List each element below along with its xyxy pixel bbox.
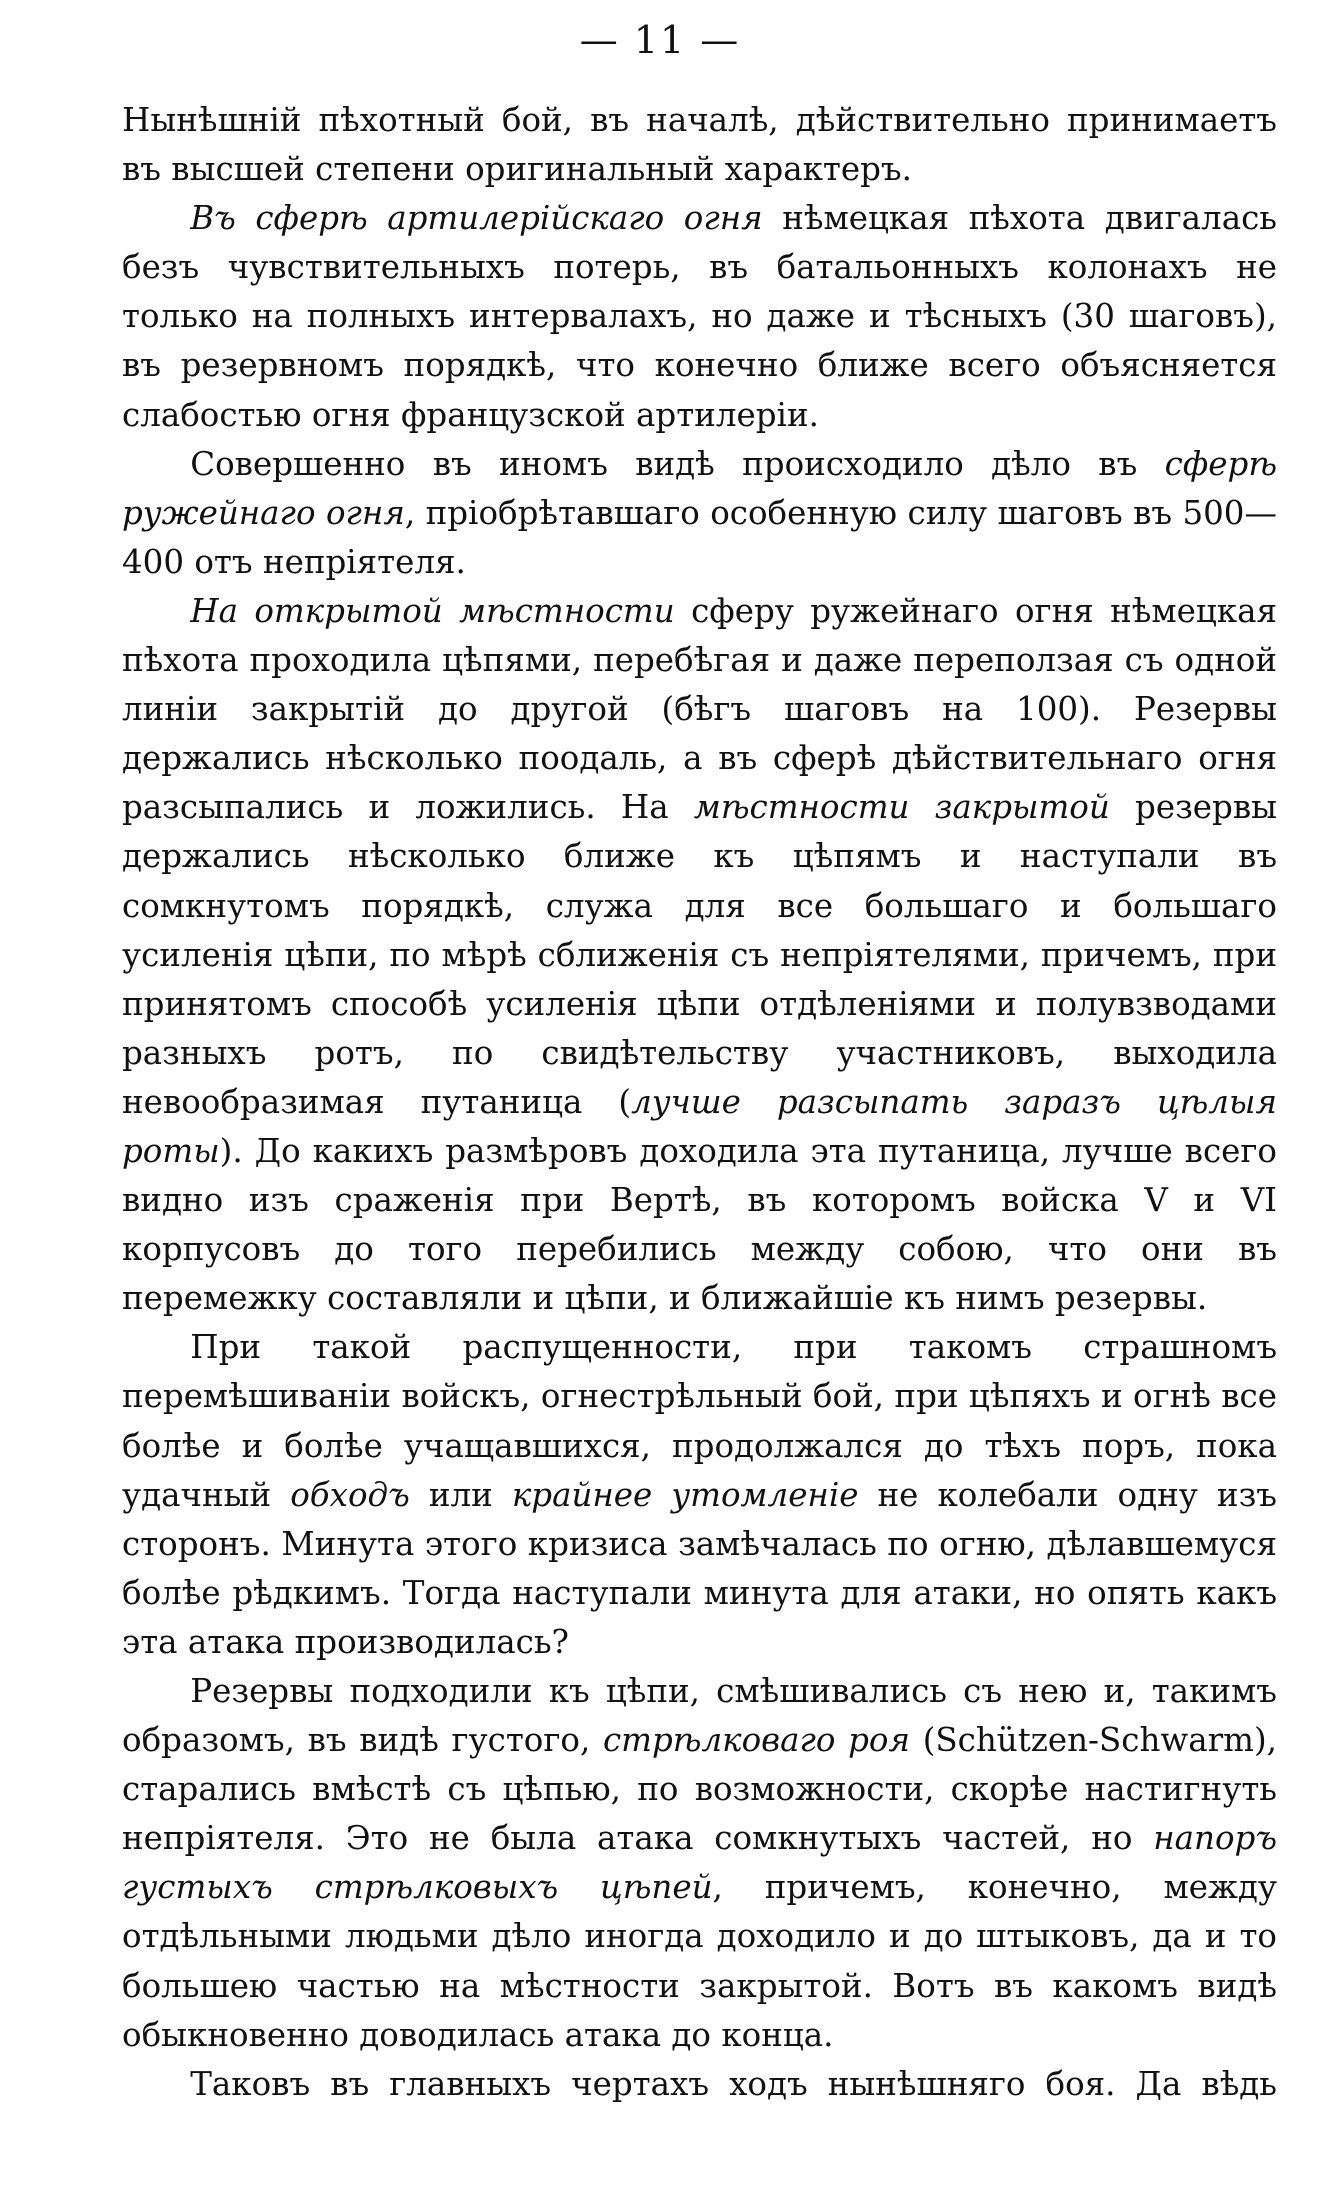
page-number: — 11 — bbox=[579, 18, 741, 62]
paragraph-6-text-b: (Schützen-Schwarm), старались вмѣстѣ съ цѣпью, по возможности, скорѣе настигнуть непріятеля. Это не была атака сомкнутыхъ частей, но bbox=[122, 1721, 1277, 1858]
emphasis-flanking: обходъ bbox=[290, 1475, 410, 1514]
paragraph-4-text-a: сферу ружейнаго огня нѣмецкая пѣхота проходила цѣпями, перебѣгая и даже переползая съ одной линіи закрытій до другой (бѣгъ шаговъ на 100). Резервы держались нѣсколько поодаль, а въ сферѣ дѣйствительнаго огня разсыпались и ложились. На bbox=[122, 591, 1277, 827]
emphasis-whole-companies: лучше разсыпать заразъ цѣлыя роты bbox=[122, 1082, 1277, 1170]
body-text bbox=[122, 96, 1277, 2109]
paragraph-7 bbox=[122, 2060, 1277, 2109]
emphasis-rifle-swarm: стрѣлковаго роя bbox=[602, 1721, 911, 1760]
paragraph-4-text-c: ). До какихъ размѣровъ доходила эта путаница, лучше всего видно изъ сраженія при Вертѣ, въ которомъ войска V и VI корпусовъ до того перебились между собою, что они въ перемежку составляли и цѣпи, и ближайшіе къ нимъ резервы. bbox=[122, 1131, 1277, 1318]
paragraph-3-text-a: Совершенно въ иномъ видѣ происходило дѣло въ bbox=[190, 444, 1165, 483]
emphasis-dense-chains: напоръ густыхъ стрѣлковыхъ цѣпей bbox=[122, 1819, 1277, 1907]
emphasis-rifle-fire: сферѣ ружейнаго огня bbox=[122, 444, 1277, 532]
paragraph-3 bbox=[122, 440, 1277, 587]
paragraph-5-text-b: или bbox=[409, 1475, 512, 1514]
paragraph-4-text-b: резервы держались нѣсколько ближе къ цѣпямъ и наступали въ сомкнутомъ порядкѣ, служа для все большаго и большаго усиленія цѣпи, по мѣрѣ сближенія съ непріятелями, причемъ, при принятомъ способѣ усиленія цѣпи отдѣленіями и полувзводами разныхъ ротъ, по свидѣтельству участниковъ, выходила невообразимая путаница ( bbox=[122, 788, 1278, 1121]
paragraph-7-text: Таковъ въ главныхъ чертахъ ходъ нынѣшняго боя. Да вѣдь bbox=[190, 2064, 1277, 2103]
emphasis-closed-terrain: мѣстности закрытой bbox=[693, 788, 1110, 827]
paragraph-6 bbox=[122, 1667, 1277, 2060]
paragraph-1-text: Нынѣшній пѣхотный бой, въ началѣ, дѣйствительно принимаетъ въ высшей степени оригинальный характеръ. bbox=[122, 101, 1277, 189]
emphasis-artillery-fire: Въ сферѣ артилерійскаго огня bbox=[190, 199, 763, 238]
paragraph-5-text-a: При такой распущенности, при такомъ страшномъ перемѣшиваніи войскъ, огнестрѣльный бой, при цѣпяхъ и огнѣ все болѣе и болѣе учащавшихся, продолжался до тѣхъ поръ, пока удачный bbox=[122, 1328, 1277, 1514]
emphasis-open-terrain: На открытой мѣстности bbox=[190, 591, 675, 630]
paragraph-2-text: нѣмецкая пѣхота двигалась безъ чувствительныхъ потерь, въ батальонныхъ колонахъ не только на полныхъ интервалахъ, но даже и тѣсныхъ (30 шаговъ), въ резервномъ порядкѣ, что конечно ближе всего объясняется слабостью огня французской артилеріи. bbox=[122, 199, 1277, 434]
emphasis-exhaustion: крайнее утомленіе bbox=[511, 1475, 859, 1514]
paragraph-6-text-c: , причемъ, конечно, между отдѣльными людьми дѣло иногда доходило и до штыковъ, да и то большею частью на мѣстности закрытой. Вотъ въ какомъ видѣ обыкновенно доводилась атака до конца. bbox=[122, 1868, 1277, 2054]
paragraph-5 bbox=[122, 1323, 1277, 1667]
paragraph-6-text-a: Резервы подходили къ цѣпи, смѣшивались съ нею и, такимъ образомъ, въ видѣ густого, bbox=[122, 1672, 1277, 1760]
paragraph-2 bbox=[122, 194, 1277, 439]
paragraph-3-text-b: , пріобрѣтавшаго особенную силу шаговъ въ 500—400 отъ непріятеля. bbox=[122, 493, 1277, 581]
paragraph-5-text-c: не колебали одну изъ сторонъ. Минута этого кризиса замѣчалась по огню, дѣлавшемуся болѣе рѣдкимъ. Тогда наступали минута для атаки, но опять какъ эта атака производилась? bbox=[122, 1475, 1277, 1661]
paragraph-1 bbox=[122, 96, 1277, 194]
paragraph-4 bbox=[122, 587, 1277, 1323]
